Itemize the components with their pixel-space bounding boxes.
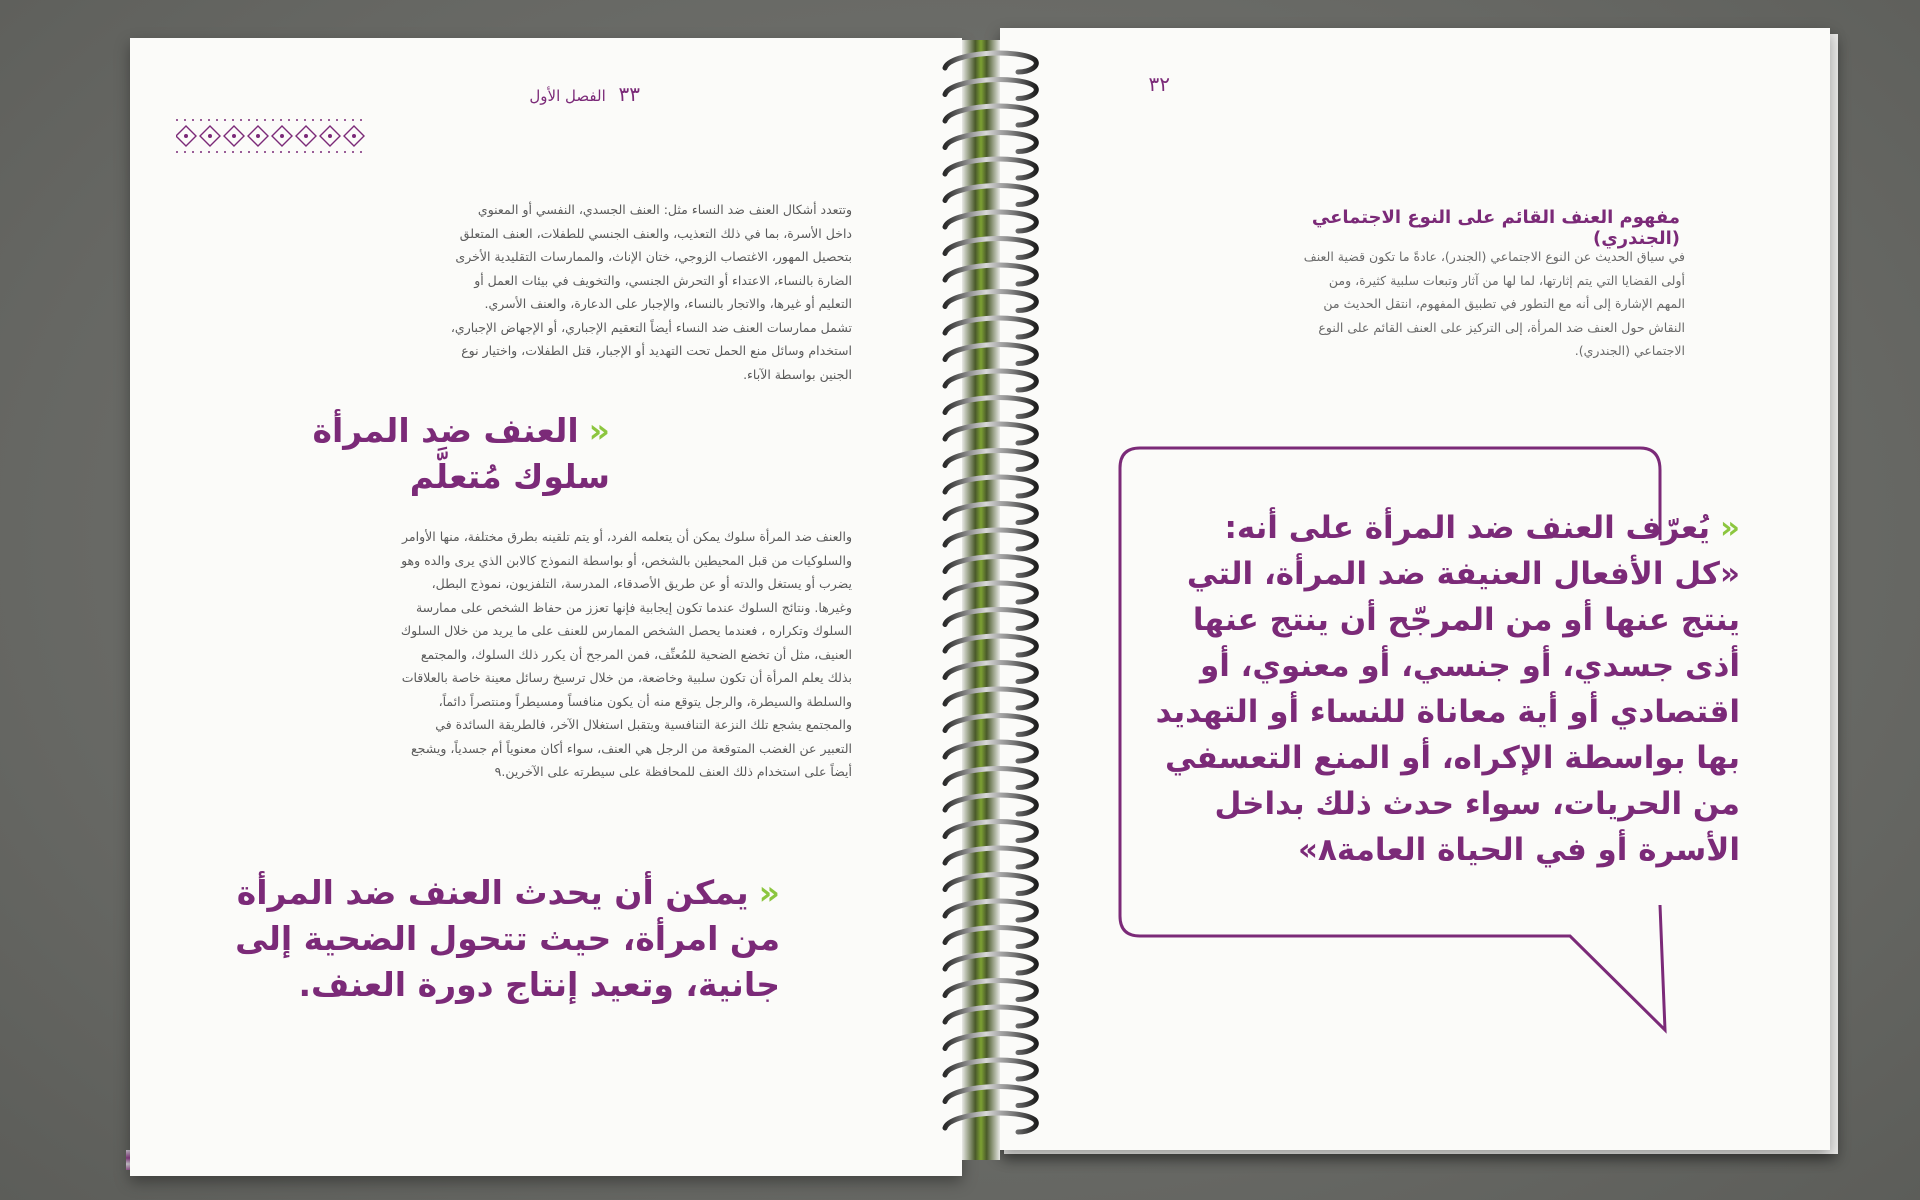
left-paragraph-2: والعنف ضد المرأة سلوك يمكن أن يتعلمه الفرد، أو يتم تلقينه بطرق مختلفة، منها الأوامر والسلوكيات من قبل المحيطين بالشخص، أو بواسطة النموذج كالابن الذي يرى والده وهو يضرب أو يستغل والدته أو عن طريق الأصدقاء، المدرسة، التلفزيون، نموذج البطل، وغيرها. ونتائج السلوك عندما تكون إيجابية فإنها تعزز من حفاظ الشخص على ممارسة السلوك وتكراره ، فعندما يحصل الشخص الممارس للعنف على ما يريد من خلال السلوك العنيف، مثل أن تخضع الضحية للمُعنِّف، فمن المرجح أن يكرر ذلك السلوك، والمجتمع بذلك يعلم المرأة أن تكون سلبية وخاضعة، من خلال ترسيخ رسائل معينة خاصة بالعلاقات والسلطة والسيطرة، والرجل يتوقع منه أن يكون منافساً ومسيطراً ومنتصراً دائماً، والمجتمع يشجع تلك النزعة التنافسية ويتقبل استغلال الآخر، فالطريقة السائدة في التعبير عن الغضب المتوقعة من الرجل هي العنف، سواء أكان معنوياً أم جسدياً، ويشجع أيضاً على استخدام ذلك العنف للمحافظة على سيطرته على الآخرين.٩ — [400, 529, 852, 779]
pull-quote-1-line-1: العنف ضد المرأة — [312, 411, 579, 450]
chevron-double-icon: « — [1719, 510, 1740, 546]
pull-quote-2-text: يمكن أن يحدث العنف ضد المرأة من امرأة، حيث تتحول الضحية إلى جانية، وتعيد إنتاج دورة العنف. — [235, 873, 780, 1004]
pull-quote-1-line-2: سلوك مُتعلَّم — [409, 457, 610, 496]
definition-quote — [1130, 505, 1740, 873]
quote-intro: يُعرّف العنف ضد المرأة على أنه: — [1224, 510, 1710, 546]
left-paragraph-1: وتتعدد أشكال العنف ضد النساء مثل: العنف الجسدي، النفسي أو المعنوي داخل الأسرة، بما في ذلك التعذيب، والعنف الجنسي للطفلات، العنف المتعلق بتحصيل المهور، الاغتصاب الزوجي، ختان الإناث، والممارسات التقليدية الأخرى الضارة بالنساء، الاعتداء أو التحرش الجنسي، والتخويف في بيئات العمل أو التعليم أو غيرها، والاتجار بالنساء، والإجبار على الدعارة، والعنف الأسري. تشمل ممارسات العنف ضد النساء أيضاً التعقيم الإجباري، أو الإجهاض الإجباري، استخدام وسائل منع الحمل تحت التهديد أو الإجبار، قتل الطفلات، واختيار نوع الجنين بواسطة الآباء. — [450, 202, 852, 382]
chevron-double-icon: « — [758, 873, 780, 912]
page-number-left: ٣٣ — [618, 82, 640, 106]
page-number-right: ٣٢ — [1148, 72, 1170, 96]
pull-quote-learned-behavior — [300, 408, 610, 500]
diamond-pattern-ornament — [176, 116, 366, 156]
right-paragraph: في سياق الحديث عن النوع الاجتماعي (الجندر)، عادةً ما تكون قضية العنف أولى القضايا التي يتم إثارتها، لما لها من آثار وتبعات سلبية كثيرة، ومن المهم الإشارة إلى أنه مع التطور في تطبيق المفهوم، انتقل الحديث من النقاش حول العنف ضد المرأة، إلى التركيز على العنف القائم على النوع الاجتماعي (الجندري). — [1303, 249, 1685, 358]
chapter-title: الفصل الأول — [529, 87, 606, 105]
section-title: مفهوم العنف القائم على النوع الاجتماعي (الجندري) — [1311, 207, 1680, 249]
pull-quote-woman-to-woman — [180, 870, 780, 1008]
chapter-header — [340, 82, 640, 106]
chevron-double-icon: « — [588, 411, 610, 450]
spine — [962, 40, 1000, 1160]
quote-body: «كل الأفعال العنيفة ضد المرأة، التي ينتج عنها أو من المرجّح أن ينتج عنها أذى جسدي، أو جنسي، أو معنوي، أو اقتصادي أو أية معاناة للنساء أو التهديد بها بواسطة الإكراه، أو المنع التعسفي من الحريات، سواء حدث ذلك بداخل الأسرة أو في الحياة العامة٨» — [1155, 556, 1740, 868]
